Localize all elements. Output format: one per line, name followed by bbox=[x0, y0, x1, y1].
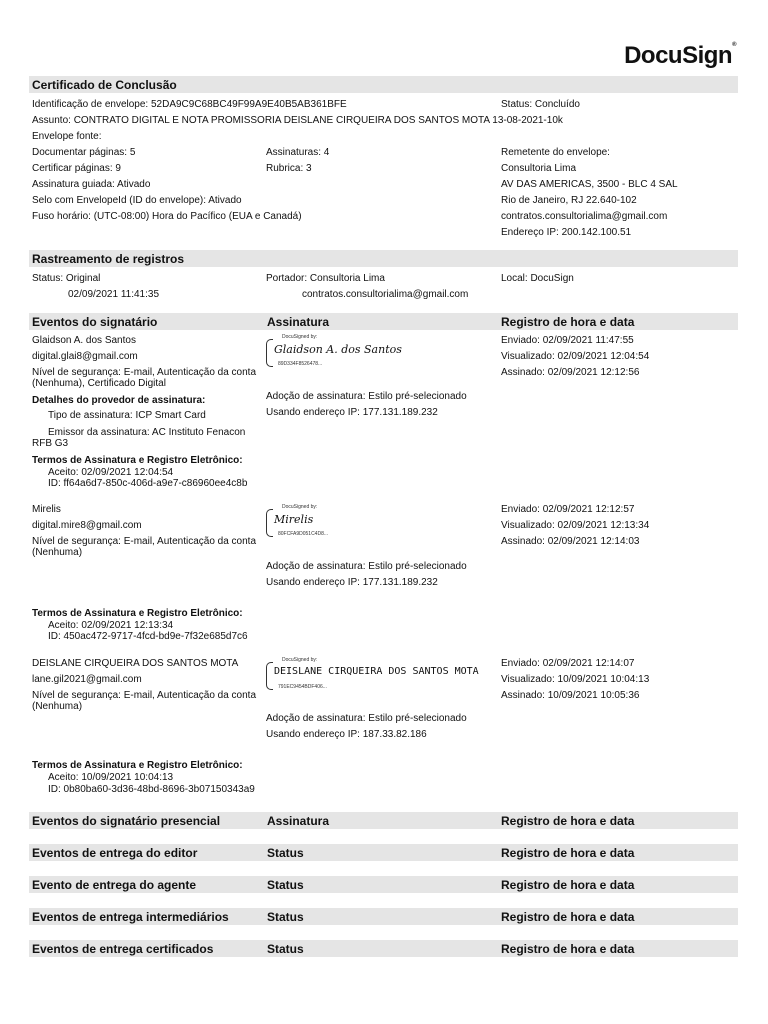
tracking-holder: Portador: Consultoria Lima bbox=[266, 273, 385, 284]
certified-delivery-events-header bbox=[29, 940, 738, 957]
sender-email: contratos.consultorialima@gmail.com bbox=[501, 211, 668, 222]
sender-name: Consultoria Lima bbox=[501, 163, 577, 174]
certificate-header bbox=[29, 76, 738, 93]
signer-3-adoption: Adoção de assinatura: Estilo pré-selecionado bbox=[266, 713, 467, 724]
signature-bracket bbox=[266, 509, 273, 537]
section-col3: Registro de hora e data bbox=[501, 910, 635, 924]
section-col1: Evento de entrega do agente bbox=[32, 878, 197, 892]
tracking-header bbox=[29, 250, 738, 267]
initials-count: Rubrica: 3 bbox=[266, 163, 312, 174]
signer-3-sent: Enviado: 02/09/2021 12:14:07 bbox=[501, 658, 635, 669]
signer-events-col3: Registro de hora e data bbox=[501, 315, 635, 329]
signer-2-name: Mirelis bbox=[32, 504, 61, 515]
in-person-signer-events-header bbox=[29, 812, 738, 829]
signer-3-signature: DEISLANE CIRQUEIRA DOS SANTOS MOTA bbox=[274, 666, 479, 677]
section-col1: Eventos do signatário presencial bbox=[32, 814, 221, 828]
signer-1-signature-id: 89D334F8526478... bbox=[278, 361, 323, 367]
agent-delivery-events-header bbox=[29, 876, 738, 893]
signer-1-accepted: Aceito: 02/09/2021 12:04:54 bbox=[48, 467, 174, 478]
cert-pages: Certificar páginas: 9 bbox=[32, 163, 121, 174]
signer-3-terms-title: Termos de Assinatura e Registro Eletrônico: bbox=[32, 760, 243, 771]
section-col3: Registro de hora e data bbox=[501, 846, 635, 860]
section-col2: Status bbox=[267, 942, 304, 956]
signer-events-col1: Eventos do signatário bbox=[32, 315, 158, 329]
signer-3-email: lane.gil2021@gmail.com bbox=[32, 674, 142, 685]
signer-1-security-cont: (Nenhuma), Certificado Digital bbox=[32, 378, 166, 389]
tracking-date: 02/09/2021 11:41:35 bbox=[68, 289, 160, 300]
docusign-logo: DocuSign® bbox=[624, 42, 736, 69]
sender-label: Remetente do envelope: bbox=[501, 147, 610, 158]
signer-2-signature: Mirelis bbox=[274, 513, 314, 526]
sender-ip: Endereço IP: 200.142.100.51 bbox=[501, 227, 632, 238]
signer-1-sig-type: Tipo de assinatura: ICP Smart Card bbox=[48, 410, 206, 421]
signer-3-viewed: Visualizado: 10/09/2021 10:04:13 bbox=[501, 674, 650, 685]
sender-address-2: Rio de Janeiro, RJ 22.640-102 bbox=[501, 195, 637, 206]
signer-2-email: digital.mire8@gmail.com bbox=[32, 520, 142, 531]
signer-1-signed: Assinado: 02/09/2021 12:12:56 bbox=[501, 367, 640, 378]
signature-bracket bbox=[266, 662, 273, 690]
docusigned-label: DocuSigned by: bbox=[282, 657, 318, 663]
signer-2-signature-id: 80FCFA9D051C4D8... bbox=[278, 531, 329, 537]
signer-3-security: Nível de segurança: E-mail, Autenticação da conta bbox=[32, 690, 257, 701]
guided-signing: Assinatura guiada: Ativado bbox=[32, 179, 151, 190]
intermediary-delivery-events-header bbox=[29, 908, 738, 925]
section-col1: Eventos de entrega do editor bbox=[32, 846, 198, 860]
section-col1: Eventos de entrega certificados bbox=[32, 942, 214, 956]
signer-1-signature-box bbox=[266, 336, 496, 370]
tracking-location: Local: DocuSign bbox=[501, 273, 574, 284]
signer-1-email: digital.glai8@gmail.com bbox=[32, 351, 138, 362]
tracking-status: Status: Original bbox=[32, 273, 101, 284]
signer-1-viewed: Visualizado: 02/09/2021 12:04:54 bbox=[501, 351, 650, 362]
signer-2-signature-box bbox=[266, 506, 496, 540]
signer-1-sent: Enviado: 02/09/2021 11:47:55 bbox=[501, 335, 634, 346]
signer-1-issuer: Emissor da assinatura: AC Instituto Fenacon bbox=[48, 427, 246, 438]
signature-bracket bbox=[266, 339, 273, 367]
signer-1-ip: Usando endereço IP: 177.131.189.232 bbox=[266, 407, 438, 418]
section-col3: Registro de hora e data bbox=[501, 942, 635, 956]
doc-pages: Documentar páginas: 5 bbox=[32, 147, 136, 158]
sender-address-1: AV DAS AMERICAS, 3500 - BLC 4 SAL bbox=[501, 179, 678, 190]
section-col1: Eventos de entrega intermediários bbox=[32, 910, 229, 924]
envelope-seal: Selo com EnvelopeId (ID do envelope): Ativado bbox=[32, 195, 242, 206]
signer-3-security-cont: (Nenhuma) bbox=[32, 701, 83, 712]
docusigned-label: DocuSigned by: bbox=[282, 504, 318, 510]
signer-1-terms-title: Termos de Assinatura e Registro Eletrônico: bbox=[32, 455, 243, 466]
signer-2-viewed: Visualizado: 02/09/2021 12:13:34 bbox=[501, 520, 650, 531]
envelope-status: Status: Concluído bbox=[501, 99, 580, 110]
envelope-id: Identificação de envelope: 52DA9C9C68BC49F99A9E40B5AB361BFE bbox=[32, 99, 347, 110]
signer-2-ip: Usando endereço IP: 177.131.189.232 bbox=[266, 577, 438, 588]
envelope-subject: Assunto: CONTRATO DIGITAL E NOTA PROMISSORIA DEISLANE CIRQUEIRA DOS SANTOS MOTA 13-08-2021-10k bbox=[32, 115, 563, 126]
signer-1-security: Nível de segurança: E-mail, Autenticação da conta bbox=[32, 367, 257, 378]
timezone: Fuso horário: (UTC-08:00) Hora do Pacífico (EUA e Canadá) bbox=[32, 211, 302, 222]
signer-1-signature: Glaidson A. dos Santos bbox=[274, 343, 402, 356]
signer-2-terms-id: ID: 450ac472-9717-4fcd-bd9e-7f32e685d7c6 bbox=[48, 631, 248, 642]
signer-2-adoption: Adoção de assinatura: Estilo pré-selecionado bbox=[266, 561, 467, 572]
section-col2: Status bbox=[267, 910, 304, 924]
signer-3-accepted: Aceito: 10/09/2021 10:04:13 bbox=[48, 772, 174, 783]
signer-1-issuer-cont: RFB G3 bbox=[32, 438, 69, 449]
signer-3-name: DEISLANE CIRQUEIRA DOS SANTOS MOTA bbox=[32, 658, 239, 669]
signer-3-signed: Assinado: 10/09/2021 10:05:36 bbox=[501, 690, 640, 701]
tracking-holder-email: contratos.consultorialima@gmail.com bbox=[302, 289, 469, 300]
signer-2-accepted: Aceito: 02/09/2021 12:13:34 bbox=[48, 620, 174, 631]
signer-2-terms-title: Termos de Assinatura e Registro Eletrônico: bbox=[32, 608, 243, 619]
section-col3: Registro de hora e data bbox=[501, 878, 635, 892]
signer-1-provider-title: Detalhes do provedor de assinatura: bbox=[32, 395, 206, 406]
editor-delivery-events-header bbox=[29, 844, 738, 861]
signer-events-header bbox=[29, 313, 738, 330]
signer-1-adoption: Adoção de assinatura: Estilo pré-selecionado bbox=[266, 391, 467, 402]
signer-2-signed: Assinado: 02/09/2021 12:14:03 bbox=[501, 536, 640, 547]
section-col2: Status bbox=[267, 878, 304, 892]
signer-1-name: Glaidson A. dos Santos bbox=[32, 335, 136, 346]
section-col3: Registro de hora e data bbox=[501, 814, 635, 828]
signer-3-signature-box bbox=[266, 659, 496, 693]
signer-3-signature-id: 791EC9454BDF406... bbox=[278, 684, 327, 690]
section-col2: Status bbox=[267, 846, 304, 860]
signer-3-ip: Usando endereço IP: 187.33.82.186 bbox=[266, 729, 427, 740]
signer-2-sent: Enviado: 02/09/2021 12:12:57 bbox=[501, 504, 635, 515]
docusigned-label: DocuSigned by: bbox=[282, 334, 318, 340]
signer-3-terms-id: ID: 0b80ba60-3d36-48bd-8696-3b07150343a9 bbox=[48, 784, 255, 795]
section-col2: Assinatura bbox=[267, 814, 330, 828]
envelope-source: Envelope fonte: bbox=[32, 131, 102, 142]
signature-count: Assinaturas: 4 bbox=[266, 147, 330, 158]
signer-1-terms-id: ID: ff64a6d7-850c-406d-a9e7-c86960ee4c8b bbox=[48, 478, 248, 489]
certificate-title: Certificado de Conclusão bbox=[32, 78, 177, 92]
signer-2-security-cont: (Nenhuma) bbox=[32, 547, 83, 558]
signer-events-col2: Assinatura bbox=[267, 315, 330, 329]
tracking-title: Rastreamento de registros bbox=[32, 252, 185, 266]
signer-2-security: Nível de segurança: E-mail, Autenticação da conta bbox=[32, 536, 257, 547]
